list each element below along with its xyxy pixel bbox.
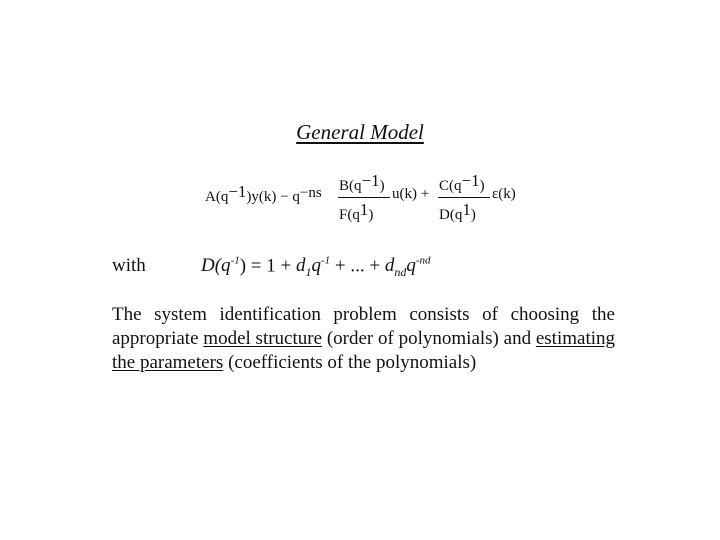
model-structure-term: model structure	[203, 328, 323, 349]
eq-fraction-bar	[438, 197, 490, 198]
eq-d-denominator: D(q1)	[439, 200, 476, 223]
eq-b-numerator: B(q−1)	[339, 171, 385, 194]
model-equation	[205, 170, 535, 230]
eq-f-denominator: F(q1)	[339, 200, 374, 223]
with-label: with	[112, 255, 146, 276]
eq-lhs: A(q−1)y(k) − q−ns	[205, 182, 322, 205]
d-polynomial-row	[112, 255, 532, 281]
description-paragraph: The system identification problem consists of choosing the appropriate model structure (order of polynomials) and estimating the parameters (coefficients of the polynomials)	[112, 304, 616, 373]
eq-c-numerator: C(q−1)	[439, 171, 485, 194]
slide-title: General Model	[296, 120, 424, 144]
eq-e-term: ε(k)	[492, 186, 516, 202]
estimating-parameters-term: estimating the parameters	[112, 328, 616, 373]
eq-fraction-bar	[338, 197, 390, 198]
eq-u-term: u(k) +	[392, 186, 430, 202]
d-polynomial-equation: $D(q^{-1}) = 1 + d_1q^{-1}$ + ... + $d_{nd}q^{-nd}$	[201, 255, 431, 280]
